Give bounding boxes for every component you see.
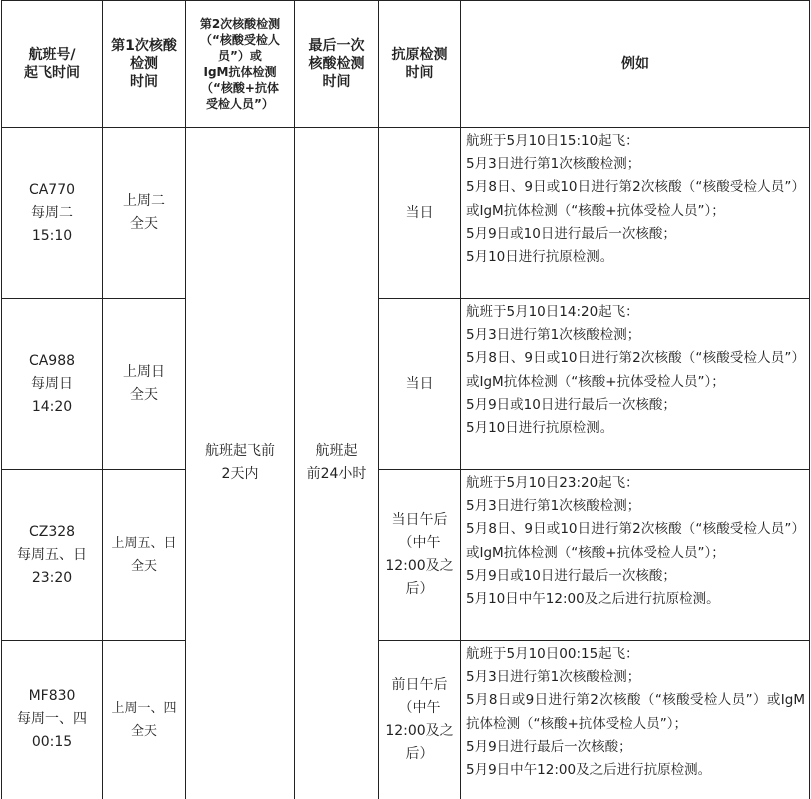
test1-cell [103,299,186,470]
example-line: 5月9日或10日进行最后一次核酸； [466,225,676,242]
cell-text: 后） [405,581,434,597]
cell-text: 2天内 [221,466,259,483]
flight-time: 23:20 [31,569,73,586]
header-last-test [295,1,379,128]
flight-cell [2,299,103,470]
example-line: 5月3日进行第1次核酸检测； [466,498,641,515]
cell-text: 前日午后 [391,676,448,693]
antigen-cell [379,128,461,299]
example-line: 航班于5月10日15:10起飞： [466,133,639,149]
cell-text: 12:00及之 [385,558,454,574]
cell-text: （中午 [398,535,441,551]
example-line: 5月8日、9日或10日进行第2次核酸（“核酸受检人员”）或IgM抗体检测（“核酸+抗体受检人员”）； [466,521,805,561]
table-row [2,128,810,299]
header-text: 时间 [130,74,158,90]
flight-days: 每周日 [31,375,73,392]
header-text: 第1次核酸 [111,38,177,54]
test2-merged-cell [186,128,295,799]
example-cell [461,641,810,799]
header-text: 员”）或 [218,49,262,63]
cell-text: 航班起飞前 [205,443,275,460]
last-test-merged-cell [295,128,379,799]
example-cell [461,128,810,299]
cell-text: 上周五、日 [111,536,177,551]
header-text: 时间 [322,74,351,90]
header-row [2,1,810,128]
flight-test-table [1,0,810,799]
flight-cell [2,128,103,299]
header-test1 [103,1,186,128]
example-line: 航班于5月10日14:20起飞： [466,304,639,320]
cell-text: 当日 [405,375,434,392]
header-text: 最后一次 [308,38,365,54]
example-line: 5月9日或10日进行最后一次核酸； [466,567,676,584]
cell-text: 上周二 [123,193,165,209]
example-line: 5月8日、9日或10日进行第2次核酸（“核酸受检人员”）或IgM抗体检测（“核酸+抗体受检人员”）； [466,179,805,219]
header-text: 时间 [405,65,434,81]
example-line: 航班于5月10日00:15起飞： [466,646,639,662]
cell-text: 全天 [130,216,158,232]
cell-text: 当日 [405,204,434,221]
cell-text: 全天 [130,723,157,739]
table-row [2,299,810,470]
cell-text: 航班起 [315,443,358,460]
header-text: 例如 [621,56,649,72]
test1-cell [103,641,186,799]
example-line: 5月10日中午12:00及之后进行抗原检测。 [466,591,720,608]
flight-time: 14:20 [31,398,73,415]
flight-days: 每周二 [31,204,73,221]
example-line: 5月9日或10日进行最后一次核酸； [466,396,676,413]
cell-text: 前24小时 [306,466,367,483]
cell-text: 全天 [130,559,157,574]
cell-text: 后） [405,745,434,762]
header-flight [2,1,103,128]
test1-cell [103,470,186,641]
example-line: 5月10日进行抗原检测。 [466,249,614,266]
cell-text: 上周日 [123,364,165,380]
flight-cell [2,641,103,799]
flight-time: 15:10 [31,227,73,244]
antigen-cell [379,641,461,799]
flight-number: MF830 [28,688,76,705]
cell-text: 当日午后 [391,512,448,528]
cell-text: 12:00及之 [385,722,454,739]
example-cell [461,299,810,470]
header-antigen [379,1,461,128]
flight-number: CZ328 [28,523,76,540]
flight-days: 每周一、四 [17,711,87,728]
example-line: 5月3日进行第1次核酸检测； [466,327,641,344]
header-text: 第2次核酸检测 [199,17,281,31]
header-example [461,1,810,128]
header-text: （“核酸受检人 [200,33,280,47]
antigen-cell [379,299,461,470]
flight-cell [2,470,103,641]
header-test2 [186,1,295,128]
header-text: 受检人员”） [206,97,274,111]
table-row [2,641,810,799]
flight-number: CA988 [28,352,76,369]
header-text: （“核酸+抗体 [201,81,279,95]
header-text: 起飞时间 [24,65,80,81]
example-line: 5月8日或9日进行第2次核酸（“核酸受检人员”）或IgM抗体检测（“核酸+抗体受检人员”）； [466,692,805,732]
cell-text: 全天 [130,387,158,403]
header-text: 航班号/ [28,47,76,63]
example-line: 5月9日中午12:00及之后进行抗原检测。 [466,762,712,779]
example-line: 5月3日进行第1次核酸检测； [466,156,641,173]
cell-text: （中午 [398,699,441,716]
flight-number: CA770 [28,181,76,198]
example-line: 5月3日进行第1次核酸检测； [466,669,641,686]
example-line: 5月9日进行最后一次核酸； [466,738,632,755]
header-text: 检测 [130,56,158,72]
example-cell [461,470,810,641]
header-text: 核酸检测 [308,56,365,72]
header-text: 抗原检测 [391,47,448,63]
example-line: 5月8日、9日或10日进行第2次核酸（“核酸受检人员”）或IgM抗体检测（“核酸+抗体受检人员”）； [466,350,805,390]
example-line: 5月10日进行抗原检测。 [466,420,614,437]
flight-days: 每周五、日 [17,546,87,563]
antigen-cell [379,470,461,641]
example-line: 航班于5月10日23:20起飞： [466,475,639,491]
test1-cell [103,128,186,299]
table-row [2,470,810,641]
header-text: IgM抗体检测 [203,65,277,79]
cell-text: 上周一、四 [111,700,177,716]
flight-time: 00:15 [31,734,73,751]
